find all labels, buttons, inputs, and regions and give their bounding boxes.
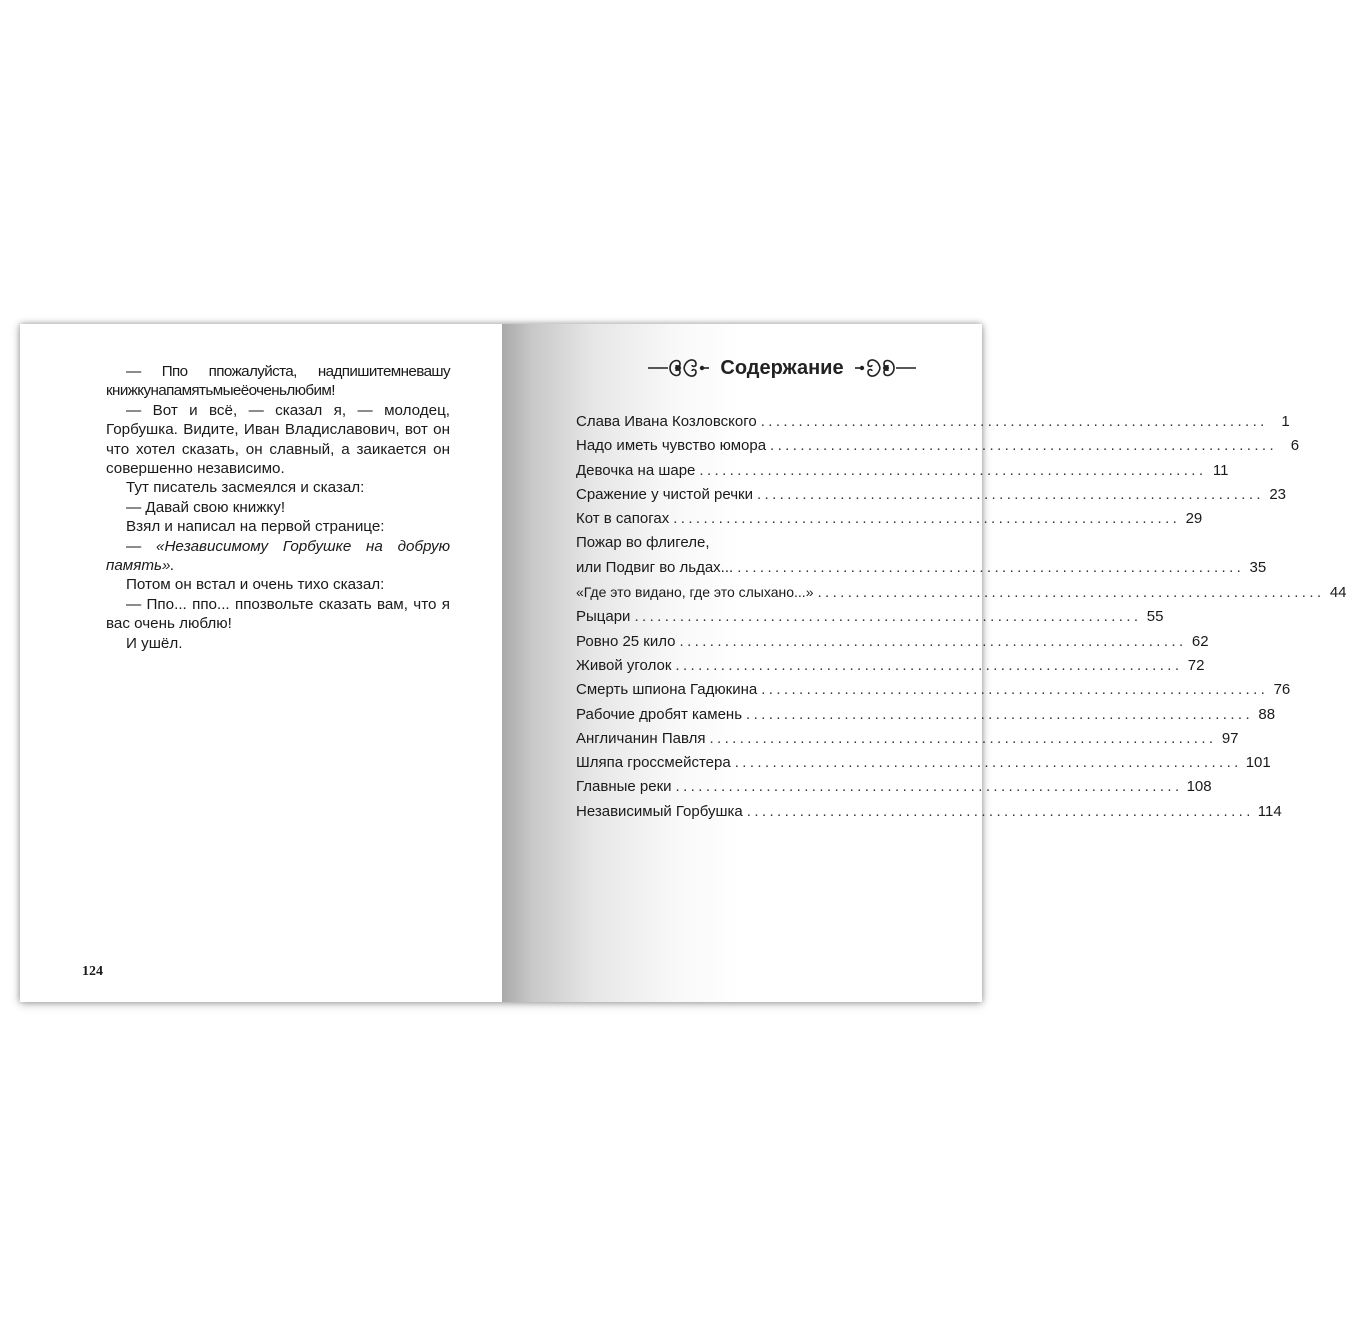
toc-entry bbox=[576, 654, 1205, 678]
toc-entry bbox=[576, 410, 1290, 434]
toc-entry-page: 62 bbox=[1191, 632, 1209, 650]
toc-entry-title: Рабочие дробят камень bbox=[576, 705, 743, 723]
leader-dots: ................................................................... bbox=[634, 608, 1142, 626]
toc-entry-title: «Где это видано, где это слыхано...» bbox=[576, 584, 814, 601]
leader-dots: ................................................................... bbox=[709, 729, 1217, 747]
toc-entry bbox=[576, 483, 1286, 507]
book-spread bbox=[20, 324, 1347, 1002]
text-paragraph: — Ппо ппожалуйста, надпишитемневашу книжкунапамятьмыеёоченьлюбим! bbox=[106, 363, 450, 400]
inscription-text: «Независимому Горбушке на добрую память». bbox=[106, 537, 450, 575]
toc-entry-title: Слава Ивана Козловского bbox=[576, 413, 757, 430]
toc-entry bbox=[576, 703, 1276, 727]
leader-dots: ................................................................... bbox=[734, 754, 1242, 772]
toc-entry-page: 29 bbox=[1185, 510, 1203, 528]
toc-heading bbox=[632, 348, 932, 388]
text-paragraph: — Давай свою книжку! bbox=[126, 498, 286, 516]
ornament-right-icon bbox=[854, 348, 918, 388]
leader-dots: ................................................................... bbox=[761, 681, 1269, 699]
toc-entry bbox=[576, 630, 1209, 654]
toc-entry-page: 108 bbox=[1186, 778, 1212, 796]
toc-entry-title-line1: Пожар во флигеле, bbox=[576, 534, 710, 552]
toc-entry-page: 1 bbox=[1281, 413, 1290, 430]
toc-entry-title: или Подвиг во льдах... bbox=[576, 558, 734, 576]
leader-dots: ................................................................... bbox=[675, 656, 1183, 674]
toc-entry-page: 23 bbox=[1269, 485, 1286, 503]
leader-dots: ................................................................... bbox=[746, 802, 1254, 820]
toc-entry bbox=[576, 580, 1347, 605]
right-page bbox=[502, 324, 1347, 1002]
leader-dots: ................................................................... bbox=[737, 558, 1245, 576]
toc-entry bbox=[576, 556, 1267, 580]
text-paragraph: Потом он встал и очень тихо сказал: bbox=[126, 576, 385, 594]
toc-entry-page: 44 bbox=[1329, 584, 1347, 602]
page-number: 124 bbox=[82, 964, 103, 979]
toc-entry bbox=[576, 459, 1229, 483]
toc-entry-title: Сражение у чистой речки bbox=[576, 485, 753, 503]
toc-entry bbox=[576, 434, 1300, 458]
leader-dots: ................................................................... bbox=[770, 437, 1278, 455]
toc-entry-title: Ровно 25 кило bbox=[576, 632, 676, 650]
toc-entry-page: 101 bbox=[1245, 754, 1271, 772]
text-paragraph: Тут писатель засмеялся и сказал: bbox=[126, 479, 365, 497]
toc-entry-title: Англичанин Павля bbox=[576, 729, 706, 747]
toc-entry-page: 55 bbox=[1146, 608, 1164, 626]
text-paragraph: И ушёл. bbox=[126, 634, 183, 652]
toc-entry-page: 72 bbox=[1187, 656, 1205, 674]
leader-dots: ................................................................... bbox=[673, 510, 1181, 528]
toc-entry-page: 114 bbox=[1257, 802, 1282, 820]
toc-entry bbox=[576, 727, 1239, 751]
text-paragraph bbox=[106, 537, 450, 576]
toc-entry-page: 6 bbox=[1290, 437, 1300, 455]
toc-title: Содержание bbox=[720, 356, 844, 379]
leader-dots: ................................................................... bbox=[756, 485, 1264, 503]
toc-entry-title: Живой уголок bbox=[576, 656, 672, 674]
toc-entry bbox=[576, 507, 1203, 531]
toc-entry bbox=[576, 751, 1271, 775]
toc-entry bbox=[576, 775, 1212, 799]
toc-entry-page: 35 bbox=[1249, 558, 1267, 576]
toc-entry-title: Шляпа гроссмейстера bbox=[576, 754, 731, 772]
leader-dots: ................................................................... bbox=[817, 584, 1325, 602]
leader-dots: ................................................................... bbox=[746, 705, 1254, 723]
toc-entry bbox=[576, 605, 1164, 629]
toc-entry-line bbox=[576, 531, 942, 555]
toc-entry-title: Кот в сапогах bbox=[576, 510, 670, 528]
leader-dots: ................................................................... bbox=[699, 461, 1207, 479]
toc-entry-title: Девочка на шаре bbox=[576, 461, 696, 479]
table-of-contents bbox=[576, 410, 1347, 824]
ornament-left-icon bbox=[646, 348, 710, 388]
leader-dots: ................................................................... bbox=[679, 632, 1187, 650]
toc-entry-page: 88 bbox=[1258, 705, 1276, 723]
toc-entry-title: Независимый Горбушка bbox=[576, 802, 743, 820]
toc-entry-title: Рыцари bbox=[576, 608, 631, 626]
text-paragraph: — Вот и всё, — сказал я, — молодец, Горбушка. Видите, Иван Владиславович, вот он что хотел сказать, он славный, а заикается он совершенно независимо. bbox=[106, 401, 450, 478]
toc-entry-page: 76 bbox=[1273, 681, 1291, 699]
left-page bbox=[20, 324, 502, 1002]
story-text bbox=[106, 362, 450, 653]
toc-entry bbox=[576, 678, 1291, 702]
dash: — bbox=[126, 537, 156, 555]
toc-entry-title: Надо иметь чувство юмора bbox=[576, 437, 767, 455]
toc-entry-page: 97 bbox=[1221, 729, 1239, 747]
text-paragraph: — Ппо... ппо... ппозвольте сказать вам, что я вас очень люблю! bbox=[106, 595, 450, 633]
leader-dots: ................................................................... bbox=[760, 413, 1268, 430]
text-paragraph: Взял и написал на первой странице: bbox=[126, 518, 385, 536]
leader-dots: ................................................................... bbox=[675, 778, 1183, 796]
toc-entry-page: 11 bbox=[1212, 461, 1229, 479]
toc-entry bbox=[576, 800, 1282, 824]
toc-entry-title: Главные реки bbox=[576, 778, 672, 796]
toc-entry-title: Смерть шпиона Гадюкина bbox=[576, 681, 758, 699]
